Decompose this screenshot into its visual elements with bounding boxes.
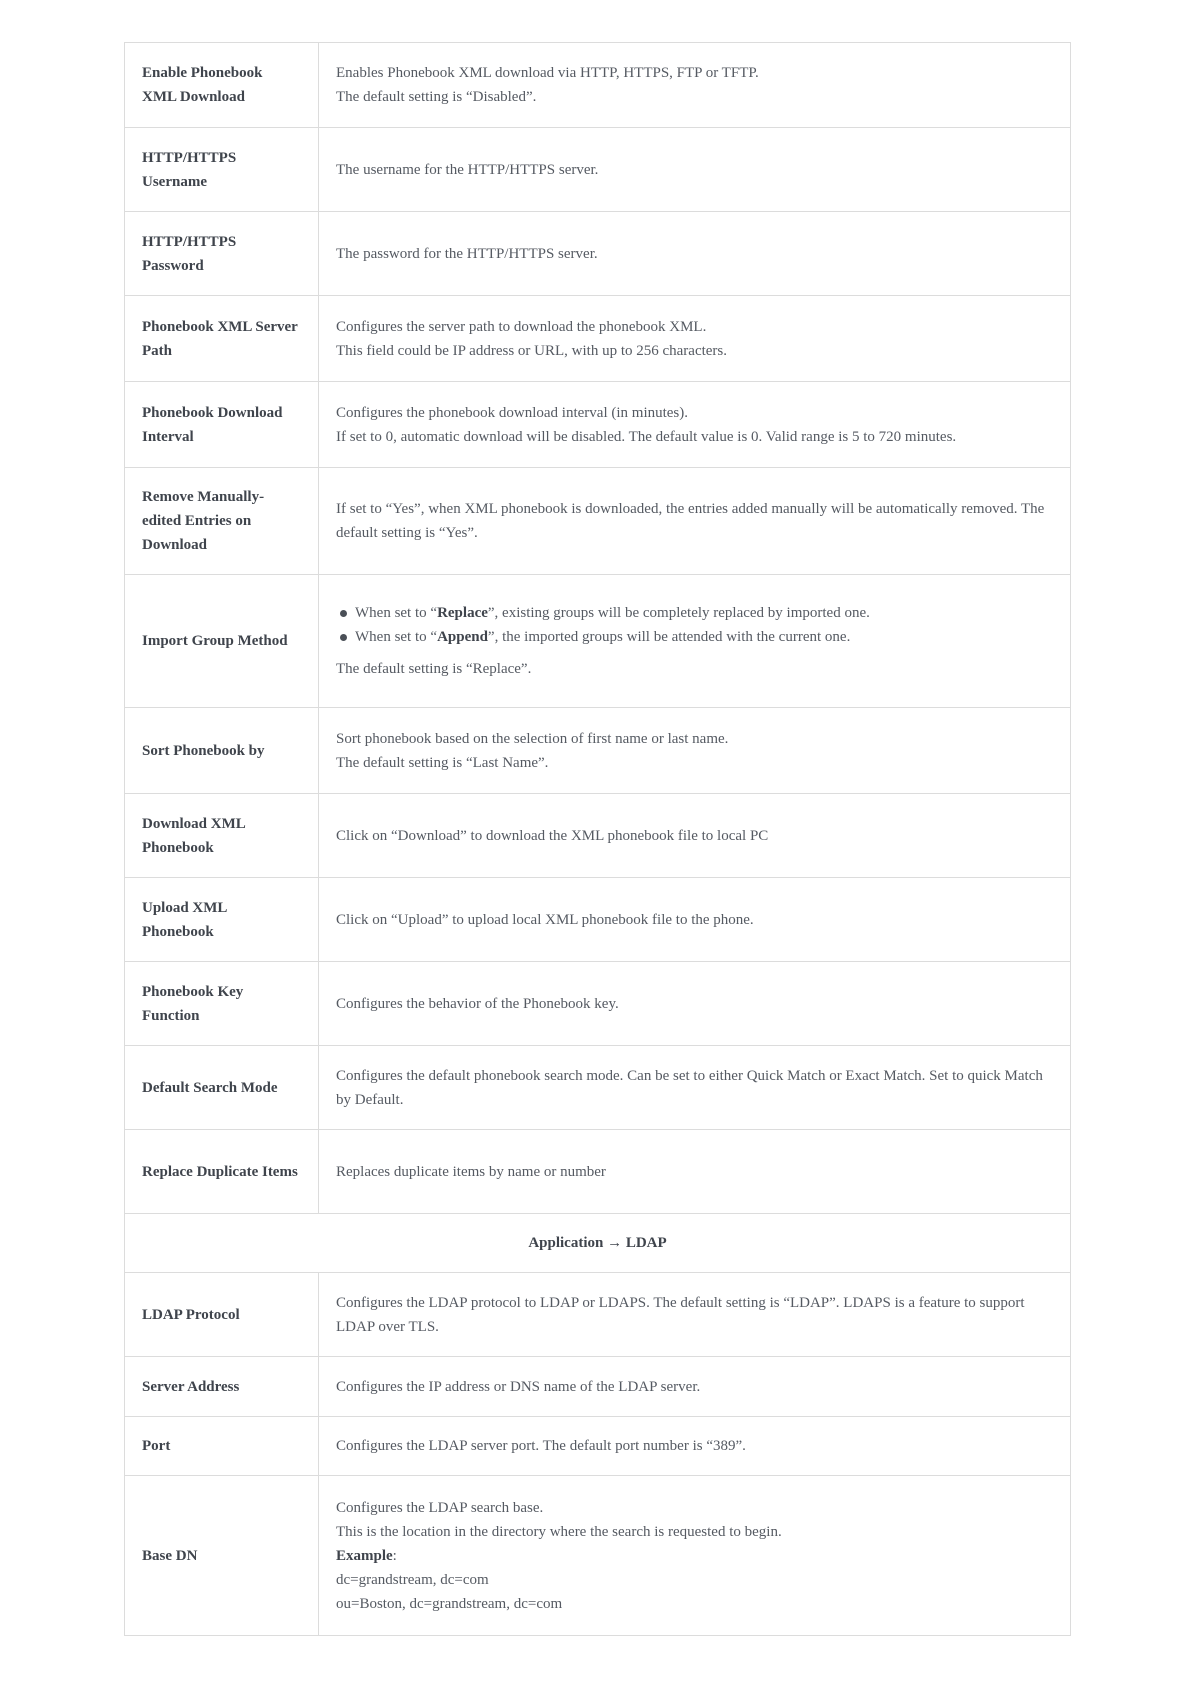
description-line: Sort phonebook based on the selection of first name or last name. <box>336 730 729 747</box>
description-line: If set to “Yes”, when XML phonebook is downloaded, the entries added manually will be automatically removed. The default setting is “Yes”. <box>336 501 1045 541</box>
description-line: The default setting is “Replace”. <box>336 661 532 677</box>
description-line: The password for the HTTP/HTTPS server. <box>336 245 598 262</box>
param-name: Upload XML Phonebook <box>125 878 319 962</box>
param-name: Replace Duplicate Items <box>125 1130 319 1214</box>
table-row <box>125 1046 1071 1130</box>
param-description <box>319 296 1071 382</box>
param-description <box>319 382 1071 468</box>
param-description <box>319 1417 1071 1476</box>
table-row <box>125 708 1071 794</box>
param-name: Port <box>125 1417 319 1476</box>
table-row <box>125 468 1071 575</box>
param-description <box>319 708 1071 794</box>
description-line: Enables Phonebook XML download via HTTP, HTTPS, FTP or TFTP. <box>336 65 759 81</box>
table-row <box>125 1417 1071 1476</box>
table-row <box>125 1357 1071 1417</box>
param-name: Default Search Mode <box>125 1046 319 1130</box>
list-item: When set to “Append”, the imported groups will be attended with the current one. <box>336 625 1053 649</box>
description-line: Configures the behavior of the Phonebook key. <box>336 995 619 1012</box>
table-row <box>125 575 1071 708</box>
description-line: The username for the HTTP/HTTPS server. <box>336 161 599 178</box>
param-name: Sort Phonebook by <box>125 708 319 794</box>
table-row <box>125 878 1071 962</box>
param-name: Server Address <box>125 1357 319 1417</box>
option-value: Replace <box>437 605 488 621</box>
param-name: LDAP Protocol <box>125 1273 319 1357</box>
param-description <box>319 1130 1071 1214</box>
description-line: Configures the IP address or DNS name of the LDAP server. <box>336 1378 701 1395</box>
table-row <box>125 1476 1071 1636</box>
param-description <box>319 575 1071 708</box>
param-description <box>319 128 1071 212</box>
description-line: Configures the LDAP search base. <box>336 1499 544 1516</box>
param-name: HTTP/HTTPS Username <box>125 128 319 212</box>
param-description <box>319 212 1071 296</box>
description-line: Configures the default phonebook search mode. Can be set to either Quick Match or Exact Match. Set to quick Match by Default. <box>336 1067 1043 1108</box>
list-item: When set to “Replace”, existing groups will be completely replaced by imported one. <box>336 601 1053 625</box>
description-line: Configures the LDAP protocol to LDAP or LDAPS. The default setting is “LDAP”. LDAPS is a feature to support LDAP over TLS. <box>336 1294 1025 1335</box>
description-line: Configures the server path to download the phonebook XML. <box>336 318 707 335</box>
table-row <box>125 794 1071 878</box>
description-line: Replaces duplicate items by name or number <box>336 1163 606 1180</box>
description-line: The default setting is “Last Name”. <box>336 754 549 771</box>
param-description <box>319 794 1071 878</box>
param-description <box>319 1046 1071 1130</box>
description-line: Configures the phonebook download interval (in minutes). <box>336 404 689 421</box>
param-name: Base DN <box>125 1476 319 1636</box>
option-value: Append <box>437 629 488 645</box>
description-line: Click on “Download” to download the XML phonebook file to local PC <box>336 827 769 844</box>
param-name: Enable Phonebook XML Download <box>125 43 319 128</box>
table-row <box>125 296 1071 382</box>
description-line: This is the location in the directory where the search is requested to begin. <box>336 1523 782 1540</box>
example-label: Example: <box>336 1547 397 1564</box>
description-line: This field could be IP address or URL, with up to 256 characters. <box>336 342 728 359</box>
section-header: Application → LDAP <box>125 1214 1071 1273</box>
param-description <box>319 1476 1071 1636</box>
settings-table <box>124 42 1071 1636</box>
example-line: dc=grandstream, dc=com <box>336 1571 489 1588</box>
table-row <box>125 382 1071 468</box>
param-description <box>319 1357 1071 1417</box>
option-list <box>336 601 1053 649</box>
param-description <box>319 468 1071 575</box>
param-description <box>319 43 1071 128</box>
description-line: Click on “Upload” to upload local XML phonebook file to the phone. <box>336 911 754 928</box>
param-description <box>319 1273 1071 1357</box>
section-row <box>125 1214 1071 1273</box>
param-description <box>319 962 1071 1046</box>
table-row <box>125 128 1071 212</box>
param-name: Import Group Method <box>125 575 319 708</box>
table-row <box>125 1130 1071 1214</box>
table-row <box>125 962 1071 1046</box>
param-name: Phonebook Key Function <box>125 962 319 1046</box>
table-row <box>125 212 1071 296</box>
table-row <box>125 43 1071 128</box>
param-description <box>319 878 1071 962</box>
description-line: If set to 0, automatic download will be disabled. The default value is 0. Valid range is 5 to 720 minutes. <box>336 428 957 445</box>
param-name: HTTP/HTTPS Password <box>125 212 319 296</box>
param-name: Phonebook Download Interval <box>125 382 319 468</box>
param-name: Phonebook XML Server Path <box>125 296 319 382</box>
example-line: ou=Boston, dc=grandstream, dc=com <box>336 1595 563 1612</box>
table-row <box>125 1273 1071 1357</box>
param-name: Download XML Phonebook <box>125 794 319 878</box>
description-line: The default setting is “Disabled”. <box>336 89 537 105</box>
description-line: Configures the LDAP server port. The default port number is “389”. <box>336 1438 746 1454</box>
param-name: Remove Manually-edited Entries on Download <box>125 468 319 575</box>
